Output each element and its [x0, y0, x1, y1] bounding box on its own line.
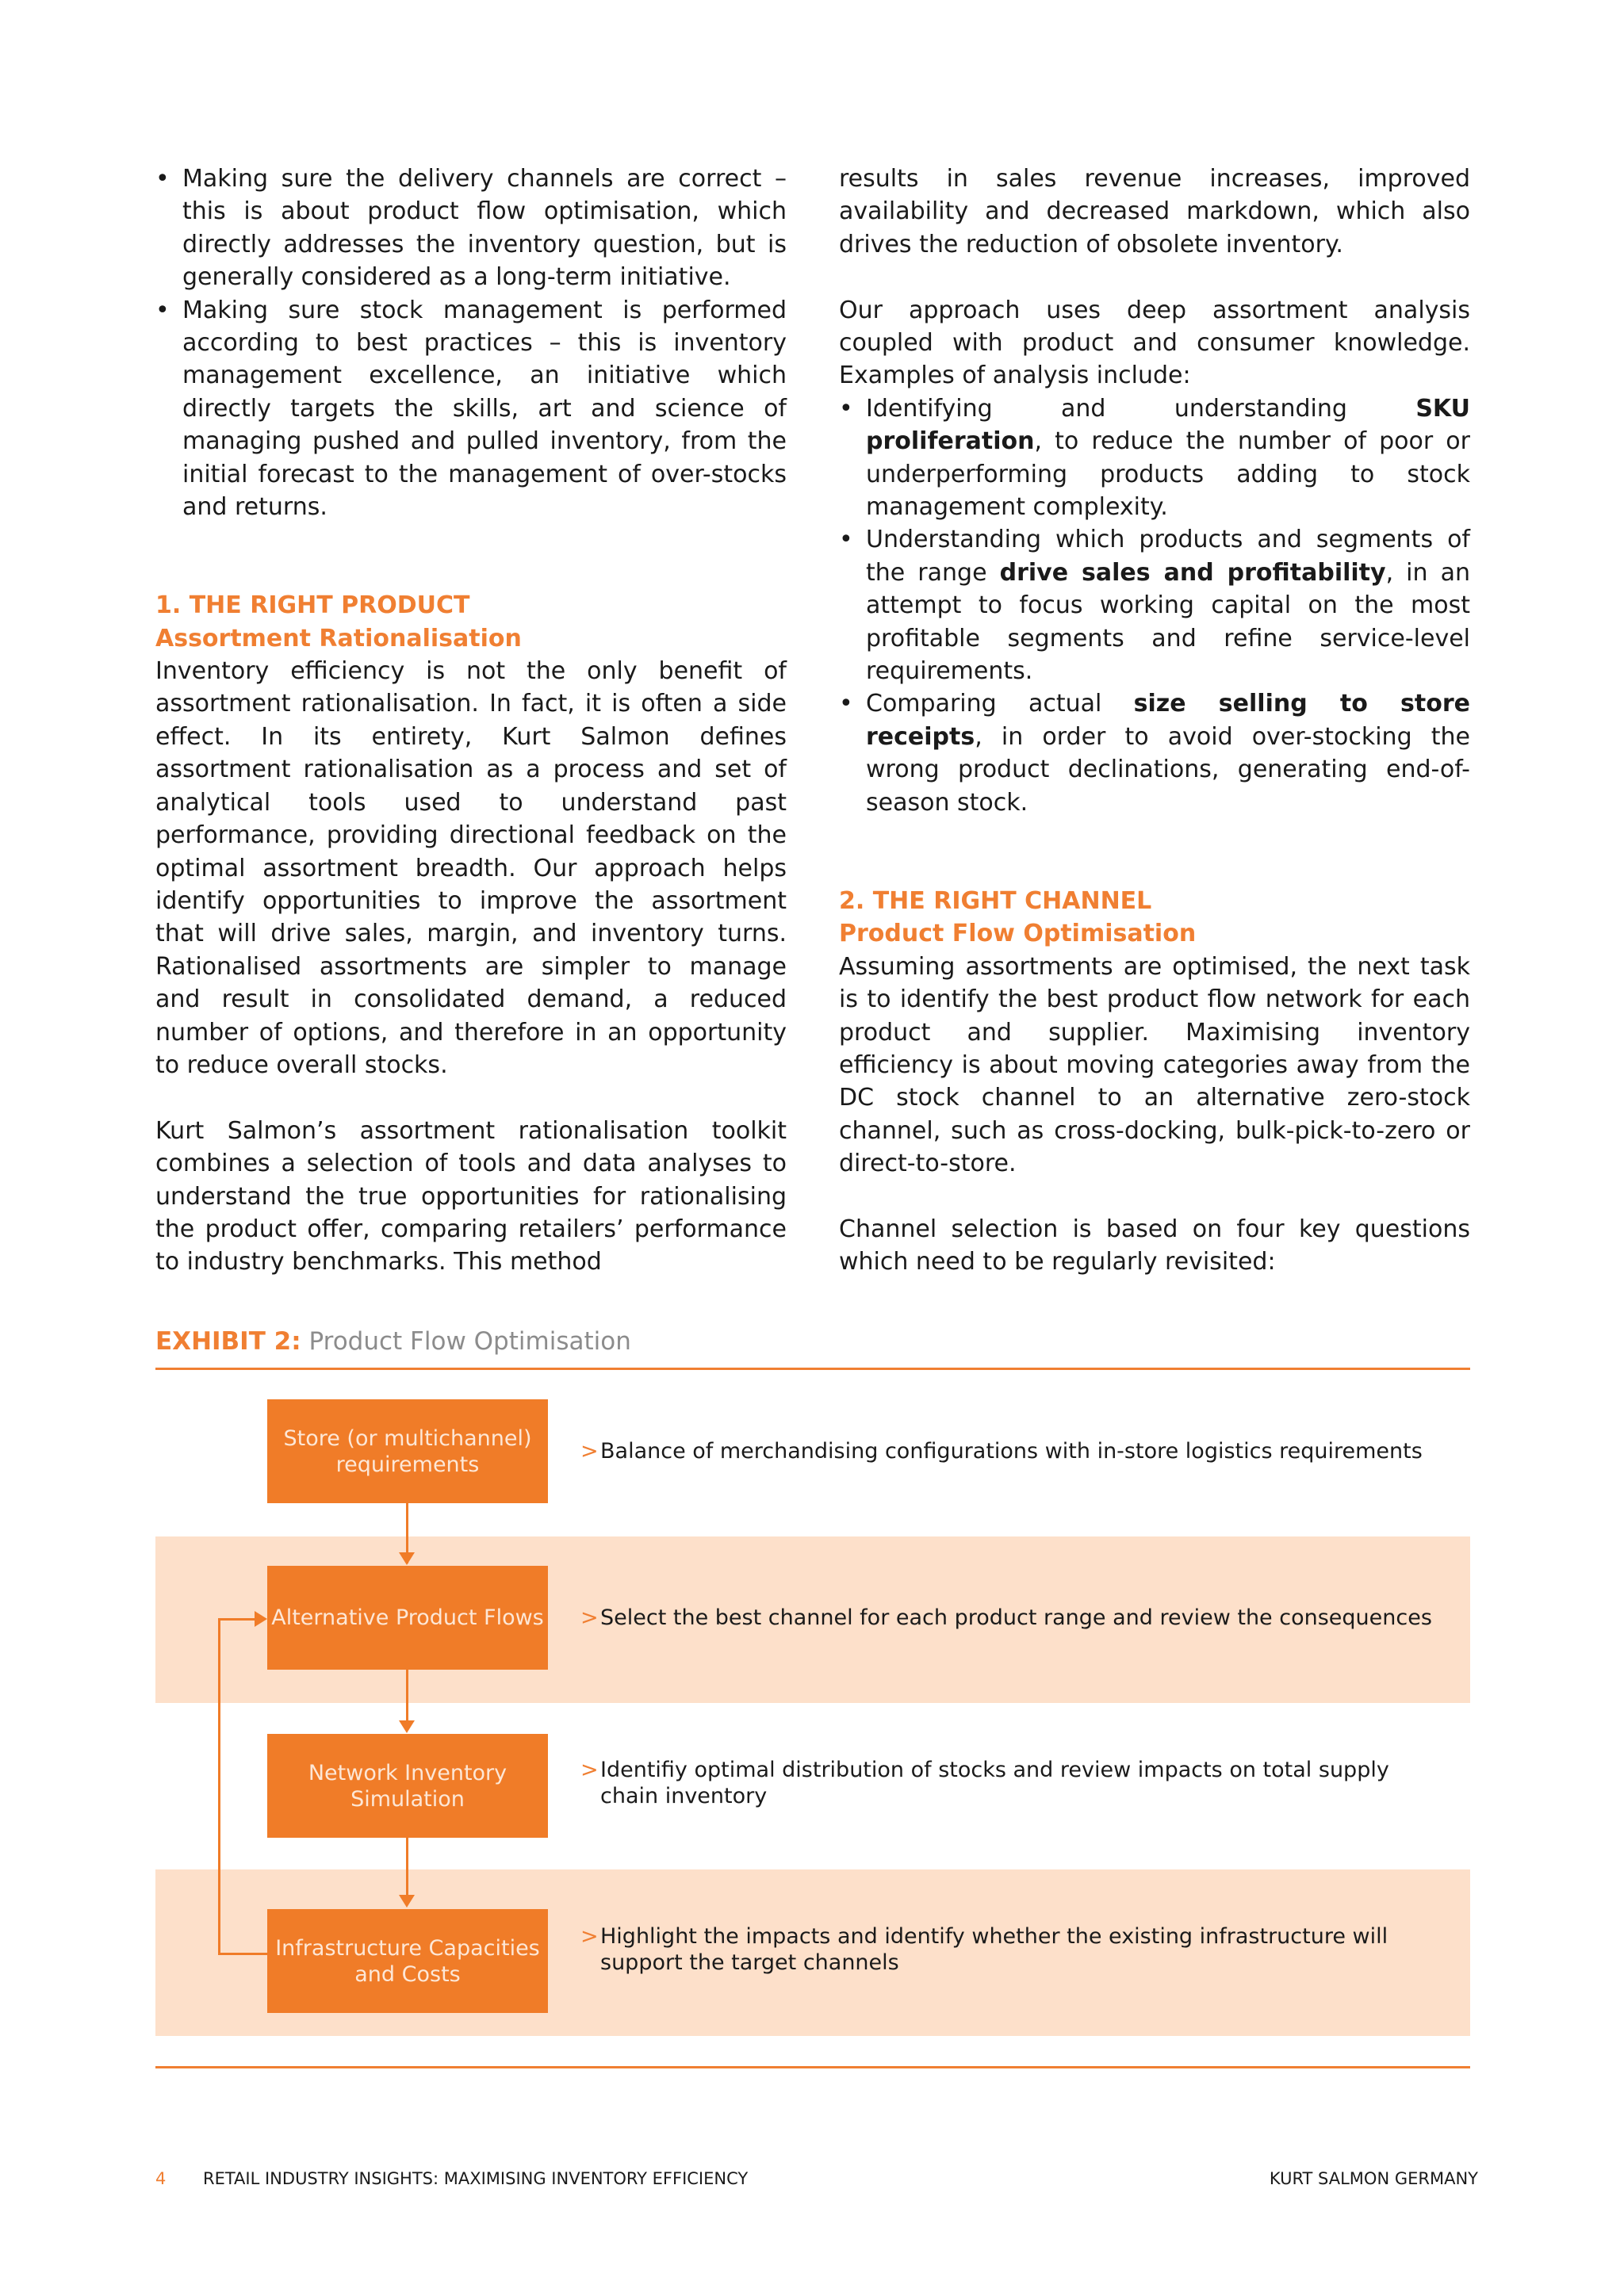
bullet-item: • Comparing actual size selling to store receipts, in order to avoid over-stocking the wrong product declinations, generating end-of-season stock. [839, 687, 1470, 819]
chevron-right-icon: > [580, 1924, 599, 1949]
bullet-item: • Understanding which products and segments of the range drive sales and profitability, in an attempt to focus working capital on the most profitable segments and refine service-level requirements. [839, 523, 1470, 687]
flow-step-description: > Balance of merchandising configurations with in-store logistics requirements [580, 1439, 1423, 1464]
body-paragraph: Inventory efficiency is not the only benefit of assortment rationalisation. In fact, it is often a side effect. In its entirety, Kurt Salmon defines assortment rationalisation as a process and set of analytical tools used to understand past performance, providing directional feedback on the optimal assortment breadth. Our approach helps identify opportunities to improve the assortment that will drive sales, margin, and inventory turns. Rationalised assortments are simpler to manage and result in consolidated demand, a reduced number of options, and therefore in an opportunity to reduce overall stocks. [155, 657, 787, 1079]
feedback-line [218, 1953, 267, 1955]
chevron-right-icon: > [580, 1605, 599, 1630]
flow-step-box: Infrastructure Capacities and Costs [267, 1909, 548, 2013]
section-subheading: Assortment Rationalisation [155, 624, 522, 652]
right-column [839, 163, 1470, 1279]
body-paragraph: Assuming assortments are optimised, the next task is to identify the best product flow network for each product and supplier. Maximising inventory efficiency is about moving categories away from the DC stock channel to an alternative zero-stock channel, such as cross-docking, bulk-pick-to-zero or direct-to-store. [839, 952, 1470, 1178]
arrow-down-icon [399, 1895, 415, 1908]
bullet-item: • Making sure the delivery channels are correct – this is about product flow optimisation, which directly addresses the inventory question, but is generally considered as a long-term initiative. [155, 163, 787, 294]
chevron-right-icon: > [580, 1439, 599, 1464]
section-subheading: Product Flow Optimisation [839, 920, 1197, 948]
arrow-down-icon [399, 1720, 415, 1733]
flow-step-box: Store (or multichannel) requirements [267, 1399, 548, 1503]
arrow-right-icon [255, 1611, 267, 1627]
exhibit-label: EXHIBIT 2: [155, 1327, 301, 1356]
intro-bullet-list [155, 163, 787, 523]
arrow-down-icon [399, 1552, 415, 1565]
body-paragraph: Kurt Salmon’s assortment rationalisation toolkit combines a selection of tools and data analyses to understand the true opportunities for rationalising the product offer, comparing retailers’ performance to industry benchmarks. This method [155, 1116, 787, 1276]
exhibit-title [155, 1326, 631, 1357]
feedback-line [218, 1618, 220, 1955]
flow-step-description: > Select the best channel for each product range and review the consequences [580, 1605, 1432, 1630]
analysis-bullet-list [839, 392, 1470, 819]
section-heading: 2. THE RIGHT CHANNEL [839, 886, 1152, 915]
flow-step-box: Network Inventory Simulation [267, 1734, 548, 1838]
chevron-right-icon: > [580, 1758, 599, 1782]
body-paragraph: Our approach uses deep assortment analysis coupled with product and consumer knowledge. Examples of analysis include: [839, 296, 1470, 390]
bullet-item: • Making sure stock management is performed according to best practices – this is inventory management excellence, an initiative which directly targets the skills, art and science of managing pushed and pulled inventory, from the initial forecast to the management of over-stocks and returns. [155, 294, 787, 524]
page-number: 4 [155, 2169, 167, 2188]
body-paragraph: Channel selection is based on four key questions which need to be regularly revisited: [839, 1215, 1470, 1276]
footer-company: KURT SALMON GERMANY [1269, 2169, 1478, 2188]
exhibit-subtitle: Product Flow Optimisation [308, 1327, 631, 1356]
left-column [155, 163, 787, 1279]
flow-step-box: Alternative Product Flows [267, 1566, 548, 1670]
footer-publication: RETAIL INDUSTRY INSIGHTS: MAXIMISING INVENTORY EFFICIENCY [203, 2169, 749, 2188]
section-heading: 1. THE RIGHT PRODUCT [155, 591, 470, 620]
exhibit-bottom-rule [155, 2066, 1470, 2068]
flow-step-description: > Identifiy optimal distribution of stocks and review impacts on total supply chain inventory [580, 1758, 1389, 1808]
body-paragraph: results in sales revenue increases, improved availability and decreased markdown, which also drives the reduction of obsolete inventory. [839, 165, 1470, 258]
bullet-item: • Identifying and understanding SKU proliferation, to reduce the number of poor or underperforming products adding to stock management complexity. [839, 392, 1470, 524]
flow-step-description: > Highlight the impacts and identify whether the existing infrastructure will support the target channels [580, 1924, 1388, 1975]
feedback-line [218, 1618, 256, 1621]
